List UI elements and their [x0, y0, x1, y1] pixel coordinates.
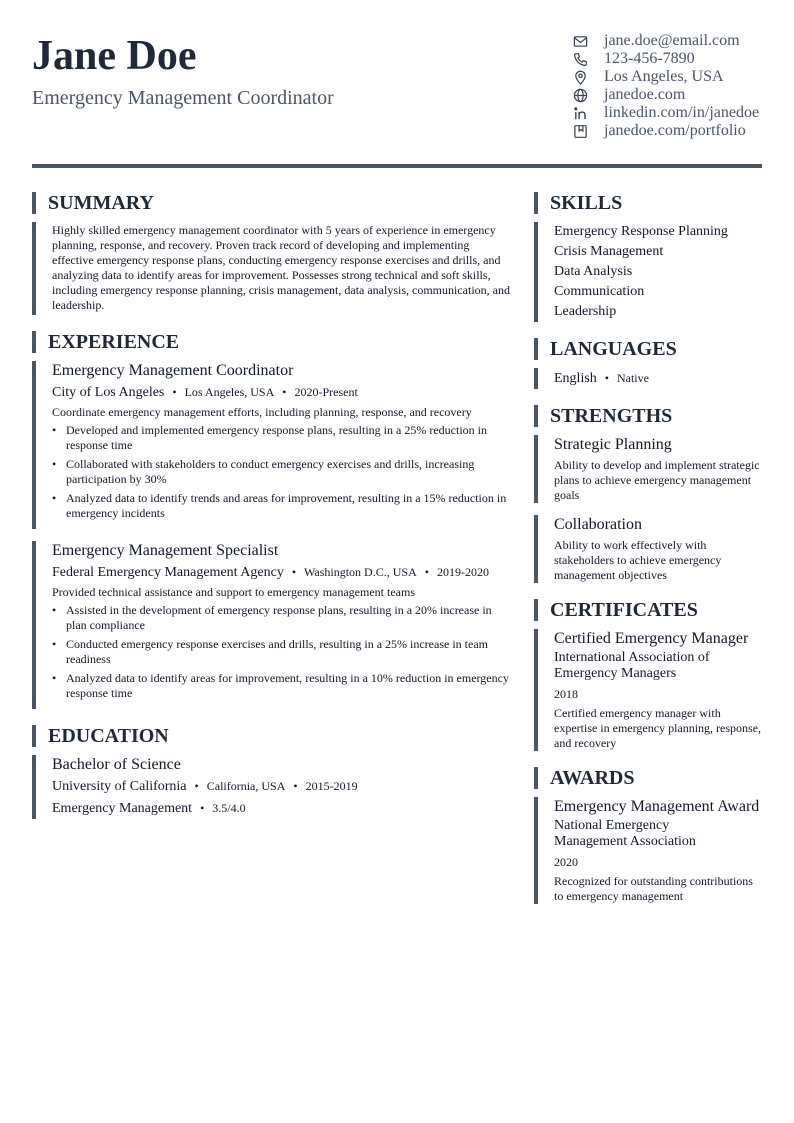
certificate-organization: International Association of Emergency Managers	[554, 650, 710, 681]
strength-description: Ability to work effectively with stakeholders to achieve emergency management objectives	[554, 538, 722, 582]
education-meta	[52, 776, 512, 797]
job-bullet: • Assisted in the development of emergency response plans, resulting in a 20% increase in plan compliance	[52, 603, 512, 633]
job-location: Washington D.C., USA	[304, 565, 417, 579]
contact-phone[interactable]	[572, 50, 762, 68]
education-degree: Bachelor of Science	[52, 756, 181, 773]
skill-item: Data Analysis	[554, 264, 633, 279]
strengths-heading: STRENGTHS	[534, 405, 762, 427]
header-divider	[32, 164, 762, 168]
strength-title: Collaboration	[554, 516, 642, 533]
education-school: University of California	[52, 779, 187, 794]
contact-location	[572, 68, 762, 86]
contact-portfolio-text[interactable]: janedoe.com/portfolio	[604, 122, 746, 139]
job-meta	[52, 382, 512, 403]
award-title: Emergency Management Award	[554, 798, 760, 815]
contact-linkedin-text[interactable]: linkedin.com/in/janedoe	[604, 104, 760, 121]
job-meta	[52, 562, 512, 583]
language-item	[554, 368, 762, 389]
job-title: Emergency Management Specialist	[52, 542, 279, 559]
contact-linkedin[interactable]	[572, 104, 762, 122]
languages-block	[534, 368, 762, 389]
strength-entry	[534, 435, 762, 503]
job-bullet: • Collaborated with stakeholders to conduct emergency exercises and drills, increasing participation by 30%	[52, 457, 512, 487]
location-icon	[572, 69, 588, 85]
separator-dot: •	[424, 565, 429, 579]
strength-title: Strategic Planning	[554, 436, 672, 453]
contact-website[interactable]	[572, 86, 762, 104]
strength-description: Ability to develop and implement strategic plans to achieve emergency management goals	[554, 458, 760, 502]
contact-email-text[interactable]: jane.doe@email.com	[604, 32, 740, 49]
awards-heading: AWARDS	[534, 767, 762, 789]
experience-entry	[32, 361, 512, 529]
award-description: Recognized for outstanding contributions to emergency management	[554, 874, 753, 903]
contact-location-text: Los Angeles, USA	[604, 68, 724, 85]
job-company: City of Los Angeles	[52, 385, 165, 400]
education-field: Emergency Management	[52, 801, 193, 816]
certificate-year: 2018	[554, 687, 578, 701]
strength-entry	[534, 515, 762, 583]
contact-phone-text[interactable]: 123-456-7890	[604, 50, 695, 67]
education-dates: 2015-2019	[305, 779, 358, 793]
skills-block	[534, 222, 762, 322]
languages-heading: LANGUAGES	[534, 338, 762, 360]
skills-heading: SKILLS	[534, 192, 762, 214]
candidate-title: Emergency Management Coordinator	[32, 87, 334, 109]
phone-icon	[572, 51, 588, 67]
contact-website-text[interactable]: janedoe.com	[604, 86, 686, 103]
language-name: English	[554, 371, 597, 386]
certificates-heading: CERTIFICATES	[534, 599, 762, 621]
candidate-name: Jane Doe	[32, 33, 197, 79]
job-bullet: • Developed and implemented emergency response plans, resulting in a 25% reduction in response time	[52, 423, 512, 453]
job-dates: 2020-Present	[294, 385, 358, 399]
separator-dot: •	[200, 801, 205, 815]
job-dates: 2019-2020	[436, 565, 489, 579]
job-title: Emergency Management Coordinator	[52, 362, 294, 379]
job-description: Coordinate emergency management efforts, including planning, response, and recovery	[52, 405, 472, 419]
contact-list	[572, 32, 762, 140]
job-description: Provided technical assistance and support to emergency management teams	[52, 585, 415, 599]
portfolio-icon	[572, 123, 588, 139]
job-bullet: • Analyzed data to identify trends and areas for improvement, resulting in a 15% reduction in emergency incidents	[52, 491, 512, 521]
experience-entry	[32, 541, 512, 709]
language-level: Native	[616, 371, 649, 385]
separator-dot: •	[293, 779, 298, 793]
summary-heading: SUMMARY	[32, 192, 512, 214]
award-entry	[534, 797, 762, 904]
job-bullet: • Analyzed data to identify areas for improvement, resulting in a 10% reduction in emergency response time	[52, 671, 512, 701]
job-bullet: • Conducted emergency response exercises and drills, resulting in a 25% increase in team readiness	[52, 637, 512, 667]
contact-portfolio[interactable]	[572, 122, 762, 140]
award-year: 2020	[554, 855, 578, 869]
skill-item: Leadership	[554, 304, 617, 319]
education-heading: EDUCATION	[32, 725, 512, 747]
separator-dot: •	[194, 779, 199, 793]
separator-dot: •	[291, 565, 297, 579]
right-column	[534, 192, 762, 904]
education-block	[32, 755, 512, 819]
job-bullets	[52, 603, 512, 709]
education-gpa: 3.5/4.0	[212, 801, 246, 815]
certificate-title: Certified Emergency Manager	[554, 630, 749, 647]
certificate-description: Certified emergency manager with expertise in emergency planning, response, and recovery	[554, 706, 762, 750]
experience-heading: EXPERIENCE	[32, 331, 512, 353]
globe-icon	[572, 87, 588, 103]
left-column	[32, 192, 512, 819]
skill-item: Crisis Management	[554, 244, 664, 259]
education-field-row	[52, 798, 512, 819]
education-location: California, USA	[206, 779, 286, 793]
separator-dot: •	[604, 371, 609, 385]
award-organization: National Emergency Management Association	[554, 818, 696, 849]
skill-item: Communication	[554, 284, 645, 299]
job-bullets	[52, 423, 512, 529]
resume-header	[32, 30, 762, 150]
contact-email[interactable]	[572, 32, 762, 50]
job-company: Federal Emergency Management Agency	[52, 565, 284, 580]
separator-dot: •	[172, 385, 177, 399]
skill-item: Emergency Response Planning	[554, 224, 728, 239]
summary-block	[32, 222, 512, 315]
job-location: Los Angeles, USA	[184, 385, 275, 399]
separator-dot: •	[282, 385, 287, 399]
summary-text: Highly skilled emergency management coordinator with 5 years of experience in emergency planning, response, and recovery. Proven track record of developing and implementing effective emergency response plans, conducting emergency response exercises and drills, and analyzing data to identify areas for improvement. Possesses strong technical and soft skills, including emergency response planning, crisis management, data analysis, communication, and leadership.	[52, 223, 510, 312]
email-icon	[572, 33, 588, 49]
linkedin-icon	[572, 105, 588, 121]
certificate-entry	[534, 629, 762, 751]
